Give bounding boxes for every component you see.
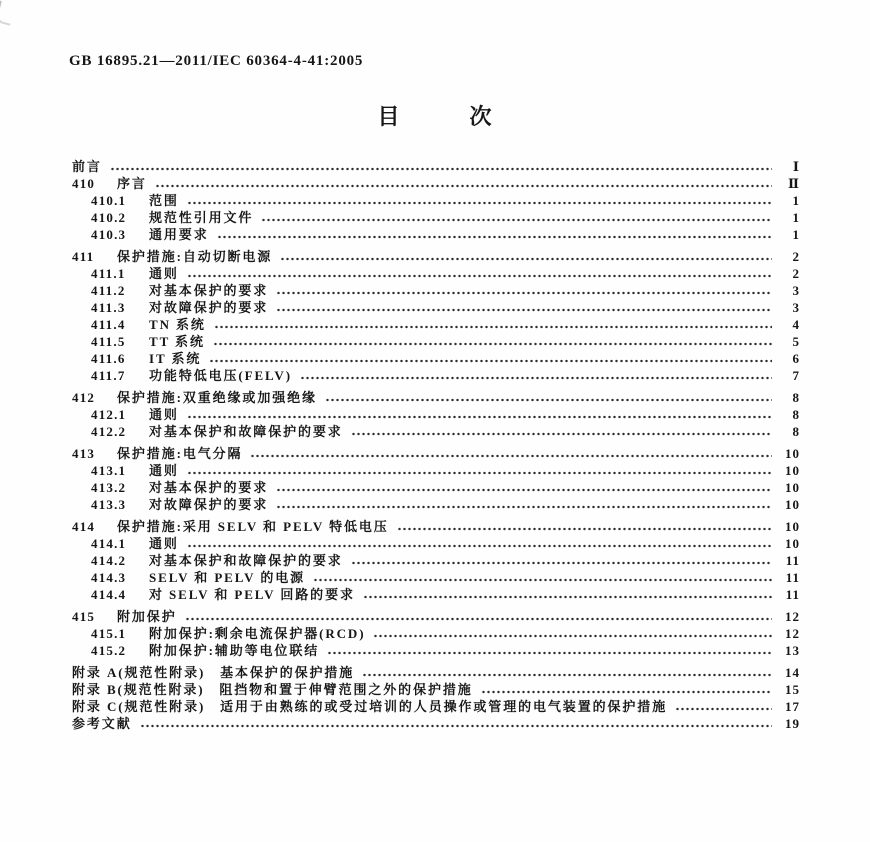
toc-entry-number: 410.2 bbox=[91, 210, 127, 225]
dot-leader bbox=[397, 527, 772, 531]
table-of-contents bbox=[72, 158, 800, 732]
dot-leader bbox=[187, 415, 772, 419]
toc-entry-page: 11 bbox=[785, 553, 800, 568]
dot-leader bbox=[187, 471, 772, 475]
toc-entry-number: 411.6 bbox=[91, 351, 126, 366]
toc-row bbox=[72, 496, 800, 513]
toc-entry-page: 10 bbox=[785, 480, 800, 495]
toc-row bbox=[72, 226, 800, 243]
toc-entry-number: 414.2 bbox=[91, 553, 127, 568]
toc-entry-title: 对 SELV 和 PELV 回路的要求 bbox=[149, 587, 355, 602]
toc-row bbox=[72, 265, 800, 282]
toc-entry-title: 通则 bbox=[149, 536, 179, 551]
dot-leader bbox=[300, 376, 772, 380]
dot-leader bbox=[351, 432, 772, 436]
dot-leader bbox=[276, 291, 772, 295]
toc-entry-title: 附加保护:剩余电流保护器(RCD) bbox=[149, 626, 366, 641]
dot-leader bbox=[187, 274, 772, 278]
toc-row bbox=[72, 569, 800, 586]
dot-leader bbox=[313, 578, 772, 582]
dot-leader bbox=[351, 561, 772, 565]
toc-entry-page: 8 bbox=[792, 424, 800, 439]
dot-leader bbox=[187, 544, 772, 548]
dot-leader bbox=[217, 235, 772, 239]
dot-leader bbox=[276, 505, 772, 509]
toc-entry-number: 414.3 bbox=[91, 570, 127, 585]
toc-entry-number: 410 bbox=[72, 176, 96, 191]
toc-entry-title: 附录 C(规范性附录) 适用于由熟练的或受过培训的人员操作或管理的电气装置的保护措施 bbox=[72, 699, 668, 714]
dot-leader bbox=[363, 595, 772, 599]
toc-entry-page: 8 bbox=[792, 390, 800, 405]
toc-entry-title: 通则 bbox=[149, 463, 179, 478]
toc-row bbox=[72, 518, 800, 535]
toc-row bbox=[72, 445, 800, 462]
toc-entry-page: 7 bbox=[792, 368, 800, 383]
toc-entry-page: 4 bbox=[792, 317, 800, 332]
toc-row bbox=[72, 192, 800, 209]
toc-row bbox=[72, 175, 800, 192]
toc-row bbox=[72, 479, 800, 496]
toc-entry-number: 415.2 bbox=[91, 643, 127, 658]
dot-leader bbox=[280, 257, 772, 261]
dot-leader bbox=[155, 184, 772, 188]
dot-leader bbox=[373, 634, 772, 638]
toc-entry-number: 410.3 bbox=[91, 227, 127, 242]
toc-row bbox=[72, 282, 800, 299]
toc-entry-title: 对基本保护和故障保护的要求 bbox=[149, 553, 343, 568]
toc-row bbox=[72, 248, 800, 265]
toc-entry-number: 413.2 bbox=[91, 480, 127, 495]
toc-entry-number: 413.1 bbox=[91, 463, 127, 478]
toc-row bbox=[72, 715, 800, 732]
toc-entry-page: 2 bbox=[792, 249, 800, 264]
toc-entry-number: 414.1 bbox=[91, 536, 127, 551]
dot-leader bbox=[214, 325, 772, 329]
toc-entry-title: 附录 B(规范性附录) 阻挡物和置于伸臂范围之外的保护措施 bbox=[72, 682, 473, 697]
toc-row bbox=[72, 333, 800, 350]
toc-entry-page: 1 bbox=[792, 227, 800, 242]
toc-row bbox=[72, 642, 800, 659]
toc-row bbox=[72, 664, 800, 681]
toc-entry-number: 411.2 bbox=[91, 283, 126, 298]
toc-entry-page: 1 bbox=[792, 193, 800, 208]
toc-title: 目 次 bbox=[377, 104, 493, 129]
dot-leader bbox=[209, 359, 772, 363]
toc-row bbox=[72, 299, 800, 316]
toc-entry-page: 10 bbox=[785, 446, 800, 461]
toc-entry-title: 对故障保护的要求 bbox=[149, 497, 269, 512]
dot-leader bbox=[213, 342, 772, 346]
toc-entry-number: 411.5 bbox=[91, 334, 126, 349]
toc-entry-number: 414 bbox=[72, 519, 96, 534]
toc-entry-number: 411.1 bbox=[91, 266, 126, 281]
toc-entry-title: 保护措施:自动切断电源 bbox=[117, 249, 273, 264]
toc-row bbox=[72, 389, 800, 406]
toc-entry-number: 411.4 bbox=[91, 317, 126, 332]
toc-entry-number: 411.7 bbox=[91, 368, 126, 383]
toc-entry-number: 415 bbox=[72, 609, 96, 624]
toc-row bbox=[72, 552, 800, 569]
dot-leader bbox=[140, 724, 772, 728]
toc-entry-number: 413.3 bbox=[91, 497, 127, 512]
toc-entry-title: 序言 bbox=[117, 176, 147, 191]
toc-row bbox=[72, 608, 800, 625]
toc-entry-title: 前言 bbox=[72, 159, 102, 174]
toc-entry-page: 2 bbox=[792, 266, 800, 281]
scan-artifact-mark bbox=[0, 0, 15, 25]
toc-entry-number: 412.2 bbox=[91, 424, 127, 439]
dot-leader bbox=[325, 398, 772, 402]
toc-entry-page: 5 bbox=[792, 334, 800, 349]
toc-entry-title: 附加保护 bbox=[117, 609, 177, 624]
toc-row bbox=[72, 625, 800, 642]
toc-entry-title: 对故障保护的要求 bbox=[149, 300, 269, 315]
toc-entry-page: 10 bbox=[785, 463, 800, 478]
toc-entry-page: 11 bbox=[785, 570, 800, 585]
toc-entry-page: 13 bbox=[785, 643, 800, 658]
toc-entry-page: 8 bbox=[792, 407, 800, 422]
dot-leader bbox=[276, 488, 772, 492]
dot-leader bbox=[276, 308, 772, 312]
toc-entry-title: 保护措施:双重绝缘或加强绝缘 bbox=[117, 390, 317, 405]
dot-leader bbox=[675, 707, 772, 711]
toc-row bbox=[72, 367, 800, 384]
toc-row bbox=[72, 681, 800, 698]
toc-entry-page: 11 bbox=[785, 587, 800, 602]
toc-entry-page: 15 bbox=[785, 682, 800, 697]
toc-entry-title: 对基本保护和故障保护的要求 bbox=[149, 424, 343, 439]
toc-entry-number: 410.1 bbox=[91, 193, 127, 208]
toc-row bbox=[72, 535, 800, 552]
toc-entry-page: 3 bbox=[792, 300, 800, 315]
toc-entry-page: 6 bbox=[792, 351, 800, 366]
toc-entry-title: 通用要求 bbox=[149, 227, 209, 242]
toc-row bbox=[72, 350, 800, 367]
toc-entry-title: 通则 bbox=[149, 407, 179, 422]
dot-leader bbox=[250, 454, 772, 458]
toc-entry-title: 通则 bbox=[149, 266, 179, 281]
toc-entry-number: 411 bbox=[72, 249, 95, 264]
toc-entry-page: 10 bbox=[785, 519, 800, 534]
dot-leader bbox=[185, 617, 772, 621]
toc-row bbox=[72, 423, 800, 440]
toc-entry-page: 1 bbox=[792, 210, 800, 225]
toc-entry-title: 对基本保护的要求 bbox=[149, 480, 269, 495]
toc-entry-title: 附加保护:辅助等电位联结 bbox=[149, 643, 320, 658]
toc-entry-page: 10 bbox=[785, 536, 800, 551]
toc-entry-title: SELV 和 PELV 的电源 bbox=[149, 570, 306, 585]
dot-leader bbox=[110, 167, 772, 171]
toc-entry-page: 3 bbox=[792, 283, 800, 298]
toc-entry-page: Ⅱ bbox=[788, 176, 800, 191]
standard-number: GB 16895.21—2011/IEC 60364-4-41:2005 bbox=[69, 53, 364, 69]
toc-entry-title: 参考文献 bbox=[72, 716, 132, 731]
toc-entry-page: 12 bbox=[785, 626, 800, 641]
toc-row bbox=[72, 316, 800, 333]
toc-entry-title: TT 系统 bbox=[149, 334, 205, 349]
toc-entry-number: 413 bbox=[72, 446, 96, 461]
toc-entry-title: 保护措施:电气分隔 bbox=[117, 446, 243, 461]
toc-row bbox=[72, 406, 800, 423]
toc-entry-title: 对基本保护的要求 bbox=[149, 283, 269, 298]
toc-entry-title: 规范性引用文件 bbox=[149, 210, 254, 225]
dot-leader bbox=[362, 673, 772, 677]
dot-leader bbox=[261, 218, 772, 222]
toc-entry-page: 17 bbox=[785, 699, 800, 714]
toc-entry-number: 412.1 bbox=[91, 407, 127, 422]
toc-row bbox=[72, 698, 800, 715]
toc-entry-title: IT 系统 bbox=[149, 351, 202, 366]
toc-entry-title: 附录 A(规范性附录) 基本保护的保护措施 bbox=[72, 665, 355, 680]
dot-leader bbox=[187, 201, 772, 205]
toc-entry-number: 414.4 bbox=[91, 587, 127, 602]
toc-entry-page: 19 bbox=[785, 716, 800, 731]
toc-entry-title: 功能特低电压(FELV) bbox=[149, 368, 292, 383]
toc-row bbox=[72, 158, 800, 175]
toc-entry-number: 415.1 bbox=[91, 626, 127, 641]
toc-row bbox=[72, 209, 800, 226]
dot-leader bbox=[327, 651, 772, 655]
toc-entry-page: 14 bbox=[785, 665, 800, 680]
toc-entry-title: TN 系统 bbox=[149, 317, 206, 332]
toc-row bbox=[72, 586, 800, 603]
toc-entry-page: 12 bbox=[785, 609, 800, 624]
toc-entry-page: 10 bbox=[785, 497, 800, 512]
toc-row bbox=[72, 462, 800, 479]
toc-entry-page: Ⅰ bbox=[792, 159, 800, 174]
toc-entry-number: 411.3 bbox=[91, 300, 126, 315]
dot-leader bbox=[481, 690, 772, 694]
toc-entry-title: 范围 bbox=[149, 193, 179, 208]
toc-entry-title: 保护措施:采用 SELV 和 PELV 特低电压 bbox=[117, 519, 389, 534]
toc-entry-number: 412 bbox=[72, 390, 96, 405]
